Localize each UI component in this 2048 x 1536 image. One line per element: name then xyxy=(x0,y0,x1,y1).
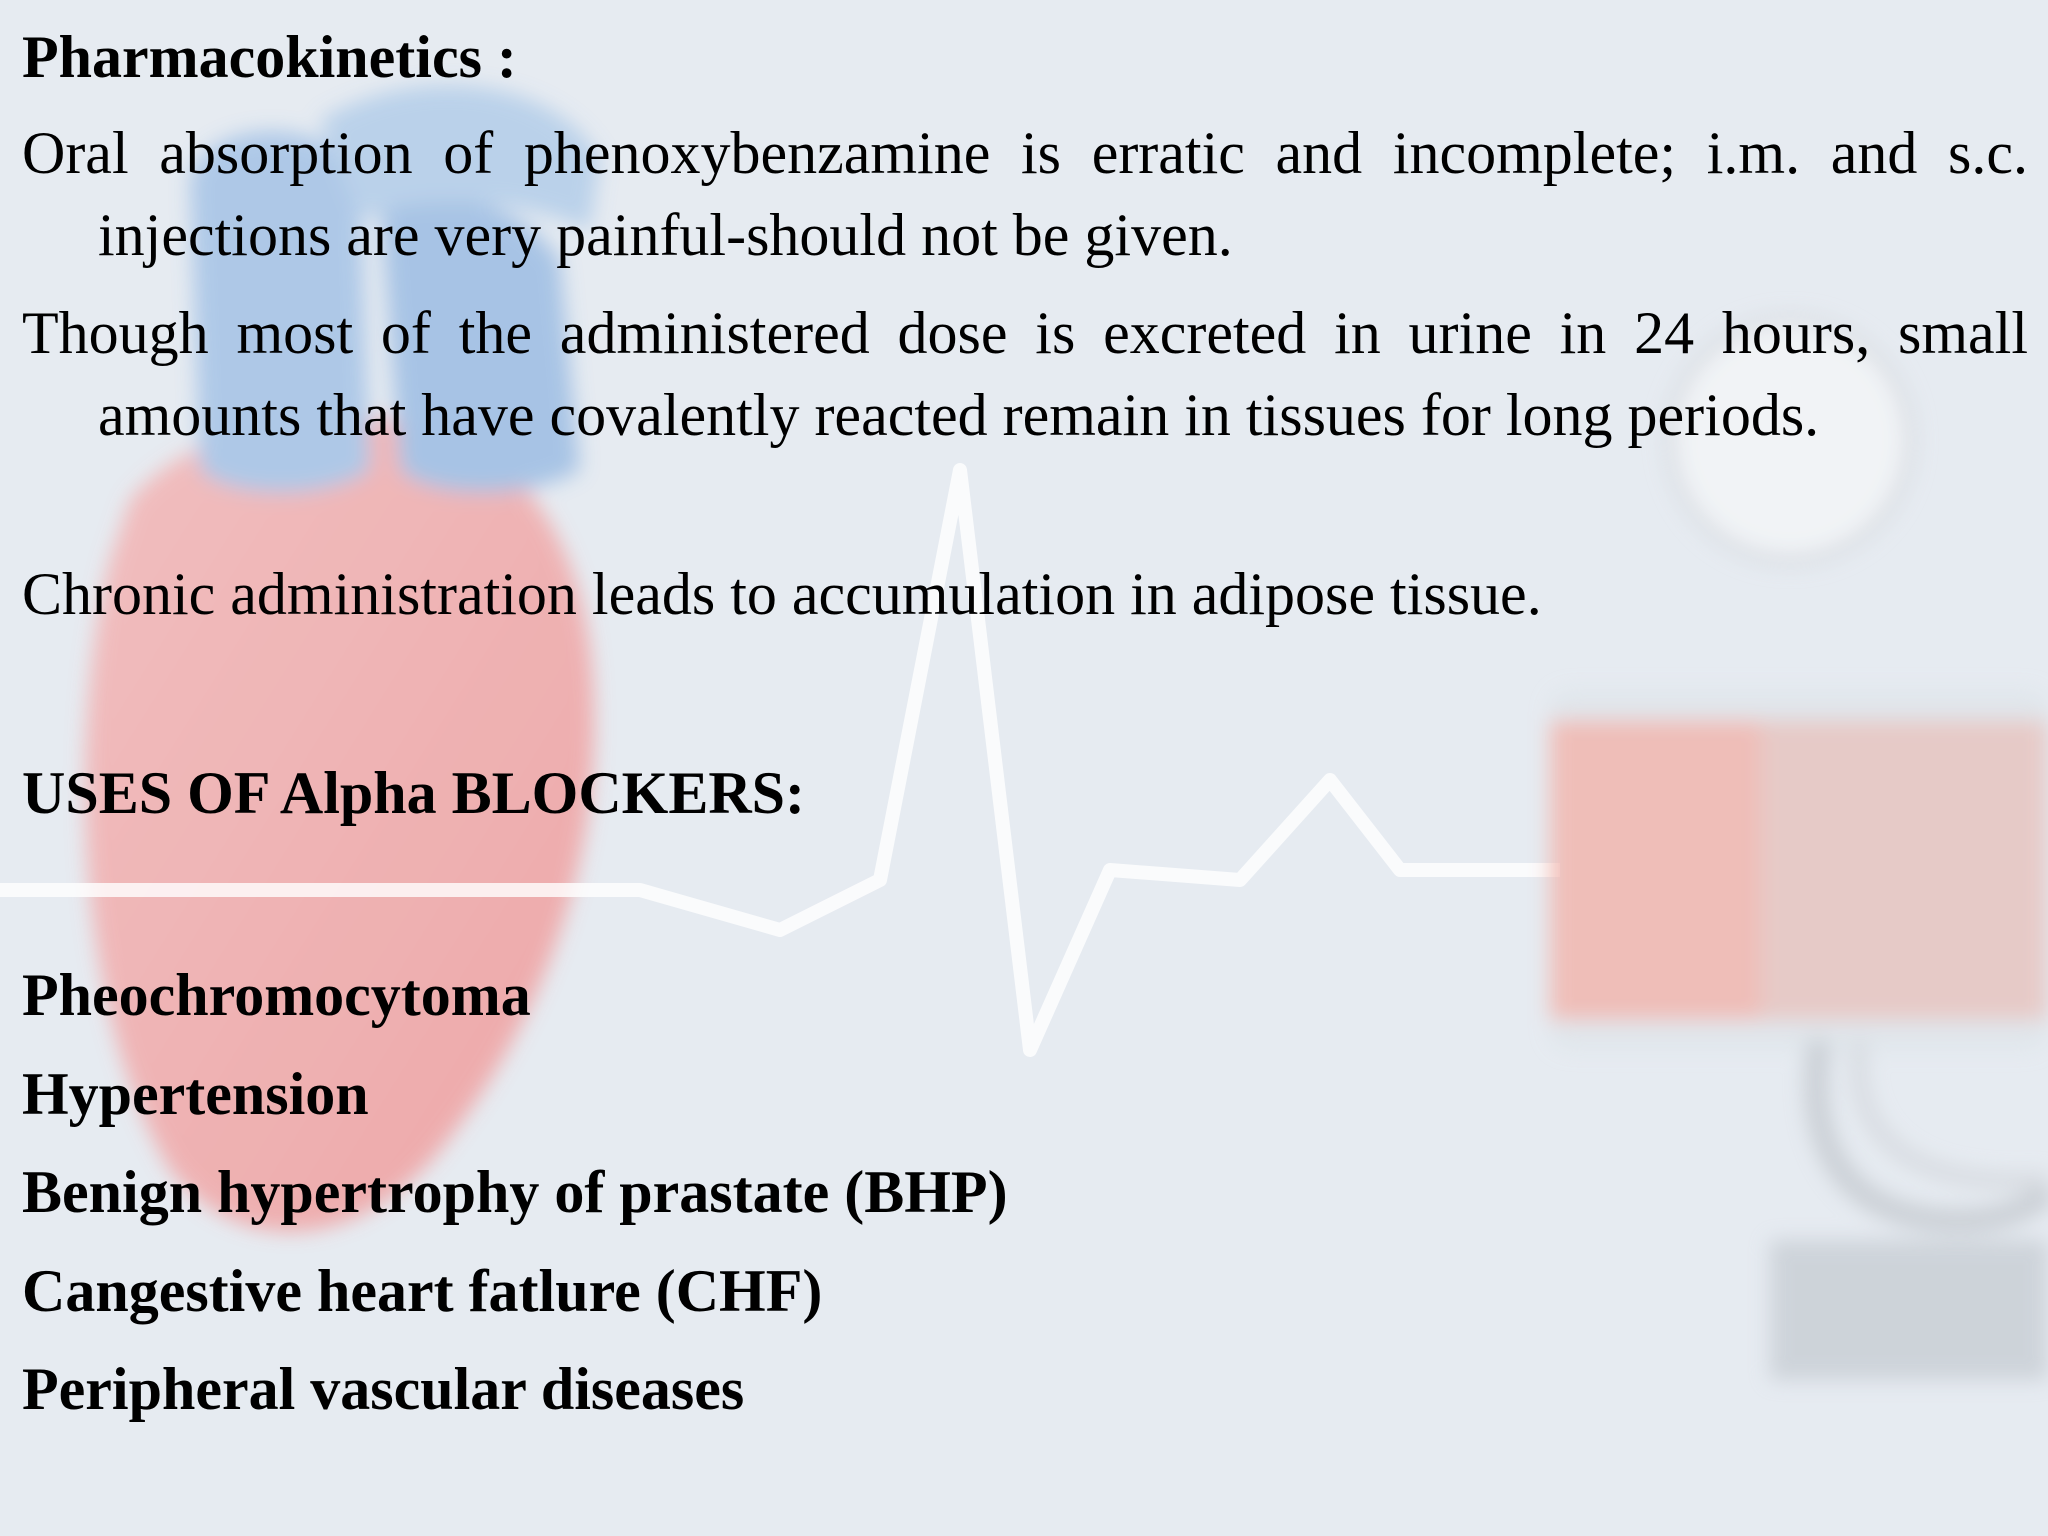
paragraph-chronic-administration: Chronic administration leads to accumulation in adipose tissue. xyxy=(22,561,1542,627)
use-item-peripheral-vascular: Peripheral vascular diseases xyxy=(22,1356,745,1422)
use-item-hypertension: Hypertension xyxy=(22,1060,369,1127)
use-item-chf: Cangestive heart fatlure (CHF) xyxy=(22,1257,823,1324)
paragraph-oral-absorption: Oral absorption of phenoxybenzamine is erratic and incomplete; i.m. and s.c. injections are very painful-should not be given. xyxy=(22,120,2028,268)
paragraph-excretion: Though most of the administered dose is excreted in urine in 24 hours, small amounts that have covalently reacted remain in tissues for long periods. xyxy=(22,300,2028,448)
uses-heading: USES OF Alpha BLOCKERS: xyxy=(22,760,806,826)
use-item-bhp: Benign hypertrophy of prastate (BHP) xyxy=(22,1159,1008,1225)
uses-list xyxy=(22,946,1008,1439)
use-item-pheochromocytoma: Pheochromocytoma xyxy=(22,962,531,1028)
pharmacokinetics-heading: Pharmacokinetics : xyxy=(22,24,517,90)
